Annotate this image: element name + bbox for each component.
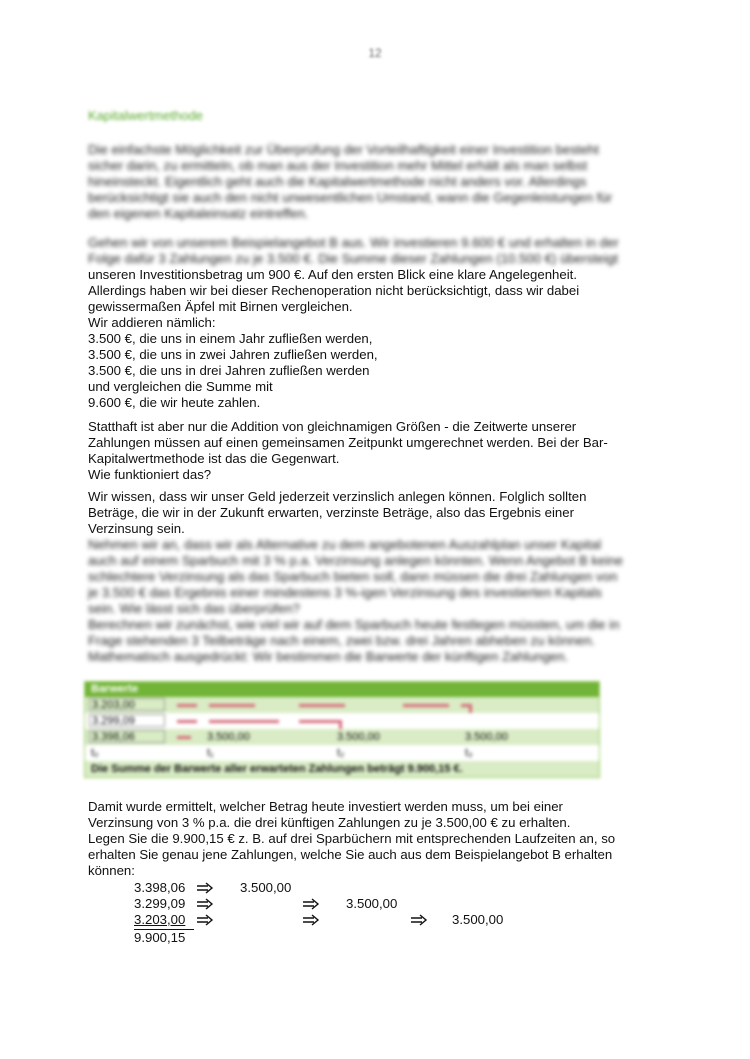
text-line: Wir wissen, dass wir unser Geld jederzeit verzinslich anlegen können. Folglich sollten bbox=[88, 489, 587, 504]
present-value-table bbox=[84, 681, 600, 778]
payout-value: 3.500,00 bbox=[240, 880, 292, 895]
right-arrow-icon bbox=[196, 913, 214, 927]
text-line: Gehen wir von unserem Beispielangebot B aus. Wir investieren 9.600 € und erhalten in der bbox=[88, 235, 619, 250]
table-header: Barwerte bbox=[85, 682, 599, 697]
text-line: hineinsteckt. Eigentlich geht auch die Kapitalwertmethode nicht anders vor. Allerdings bbox=[88, 174, 587, 189]
text-line: sein. Wie lässt sich das überprüfen? bbox=[88, 601, 300, 616]
interest-paragraph bbox=[88, 489, 656, 537]
text-line: Statthaft ist aber nur die Addition von gleichnamigen Größen - die Zeitwerte unserer bbox=[88, 419, 577, 434]
text-line: Zahlungen müssen auf einen gemeinsamen Zeitpunkt umgerechnet werden. Bei der Bar- bbox=[88, 435, 608, 450]
text-line: Beträge, die wir in der Zukunft erwarten, verzinste Beträge, also das Ergebnis einer bbox=[88, 505, 574, 520]
text-line: Folge dafür 3 Zahlungen zu je 3.500 €. Die Summe dieser Zahlungen (10.500 €) übersteigt bbox=[88, 251, 619, 266]
payout-value: 3.500,00 bbox=[452, 912, 504, 927]
text-line: 9.600 €, die wir heute zahlen. bbox=[88, 395, 261, 410]
text-line: Nehmen wir an, dass wir als Alternative zu dem angebotenen Auszahlplan unser Kapital bbox=[88, 537, 602, 552]
payout-value: 3.500,00 bbox=[346, 896, 398, 911]
present-value: 3.299,09 bbox=[134, 896, 186, 911]
text-line: können: bbox=[88, 863, 135, 878]
table-cell: 3.500,00 bbox=[465, 731, 508, 743]
present-value: 3.398,06 bbox=[134, 880, 186, 895]
text-line: Die einfachste Möglichkeit zur Überprüfung der Vorteilhaftigkeit einer Investition besteht bbox=[88, 142, 599, 157]
text-line: und vergleichen die Summe mit bbox=[88, 379, 273, 394]
right-arrow-icon bbox=[302, 913, 320, 927]
text-line: 3.500 €, die uns in zwei Jahren zufließen werden, bbox=[88, 347, 378, 362]
text-line: berücksichtigt sie auch den nicht unwesentlichen Umstand, wann die Gegenleistungen für bbox=[88, 190, 613, 205]
interest-paragraph-blurred bbox=[88, 537, 656, 665]
table-cell: 3.203,00 bbox=[89, 698, 165, 711]
page-number: 12 bbox=[368, 46, 382, 60]
text-line: Legen Sie die 9.900,15 € z. B. auf drei Sparbüchern mit entsprechenden Laufzeiten an, so bbox=[88, 831, 616, 846]
right-arrow-icon bbox=[196, 897, 214, 911]
addition-paragraph bbox=[88, 419, 656, 483]
text-line: Allerdings haben wir bei dieser Rechenoperation nicht berücksichtigt, dass wir dabei bbox=[88, 283, 580, 298]
text-line: je 3.500 € das Ergebnis einer mindestens 3 %-igen Verzinsung des investierten Kapitals bbox=[88, 585, 602, 600]
total-value: 9.900,15 bbox=[134, 930, 186, 945]
table-cell: 3.398,06 bbox=[89, 730, 165, 743]
table-cell: 3.500,00 bbox=[337, 731, 380, 743]
table-row bbox=[85, 713, 599, 729]
text-line: gewissermaßen Äpfel mit Birnen vergleichen. bbox=[88, 299, 353, 314]
text-line: Berechnen wir zunächst, wie viel wir auf dem Sparbuch heute festlegen müssten, um die in bbox=[88, 617, 620, 632]
arrow-line bbox=[209, 720, 279, 723]
text-line: Damit wurde ermittelt, welcher Betrag heute investiert werden muss, um bei einer bbox=[88, 799, 563, 814]
arrow-line bbox=[177, 704, 197, 707]
arrow-line bbox=[177, 736, 191, 739]
text-line: 3.500 €, die uns in drei Jahren zufließen werden bbox=[88, 363, 370, 378]
arrow-line bbox=[177, 720, 197, 723]
text-line: Verzinsung von 3 % p.a. die drei künftigen Zahlungen zu je 3.500,00 € zu erhalten. bbox=[88, 815, 571, 830]
table-cell: t₃ bbox=[465, 747, 473, 759]
text-line: den eigenen Kapitaleinsatz eintreffen. bbox=[88, 206, 309, 221]
table-cell: t₂ bbox=[337, 747, 345, 759]
arrow-line bbox=[461, 704, 469, 707]
text-line: Frage stehenden 3 Teilbeträge nach einem, zwei bzw. drei Jahren abheben zu können. bbox=[88, 633, 596, 648]
table-row bbox=[85, 729, 599, 745]
text-line: Wir addieren nämlich: bbox=[88, 315, 216, 330]
text-line: Kapitalwertmethode ist das die Gegenwart. bbox=[88, 451, 340, 466]
table-cell: t₀ bbox=[91, 747, 99, 759]
present-value: 3.203,00 bbox=[134, 912, 186, 927]
text-line: erhalten Sie genau jene Zahlungen, welche Sie auch aus dem Beispielangebot B erhalten bbox=[88, 847, 613, 862]
example-paragraph bbox=[88, 267, 656, 411]
table-footer: Die Summe der Barwerte aller erwarteten Zahlungen beträgt 9.900,15 €. bbox=[85, 761, 599, 777]
text-line: schlechtere Verzinsung als das Sparbuch bieten soll, dann müssen die drei Zahlungen von bbox=[88, 569, 618, 584]
arrow-line bbox=[299, 704, 345, 707]
section-heading: Kapitalwertmethode bbox=[88, 108, 203, 123]
text-line: sicher darin, zu ermitteln, ob man aus der Investition mehr Mittel erhält als man selbst bbox=[88, 158, 588, 173]
table-row bbox=[85, 745, 599, 761]
intro-paragraph bbox=[88, 142, 656, 222]
table-cell: 3.500,00 bbox=[207, 731, 250, 743]
text-line: Mathematisch ausgedrückt: Wir bestimmen die Barwerte der künftigen Zahlungen. bbox=[88, 649, 569, 664]
table-cell: t₁ bbox=[207, 747, 214, 759]
text-line: Wie funktioniert das? bbox=[88, 467, 212, 482]
arrow-line bbox=[299, 720, 339, 723]
text-line: unseren Investitionsbetrag um 900 €. Auf den ersten Blick eine klare Angelegenheit. bbox=[88, 267, 577, 282]
arrow-line bbox=[403, 704, 449, 707]
right-arrow-icon bbox=[302, 897, 320, 911]
text-line: Verzinsung sein. bbox=[88, 521, 185, 536]
example-paragraph-blurred bbox=[88, 235, 656, 267]
conclusion-paragraph bbox=[88, 799, 656, 879]
right-arrow-icon bbox=[410, 913, 428, 927]
right-arrow-icon bbox=[196, 881, 214, 895]
table-cell: 3.299,09 bbox=[89, 714, 165, 727]
arrow-line bbox=[209, 704, 255, 707]
table-row bbox=[85, 697, 599, 713]
text-line: auch auf einem Sparbuch mit 3 % p.a. Verzinsung anlegen könnten. Wenn Angebot B keine bbox=[88, 553, 623, 568]
text-line: 3.500 €, die uns in einem Jahr zufließen werden, bbox=[88, 331, 373, 346]
